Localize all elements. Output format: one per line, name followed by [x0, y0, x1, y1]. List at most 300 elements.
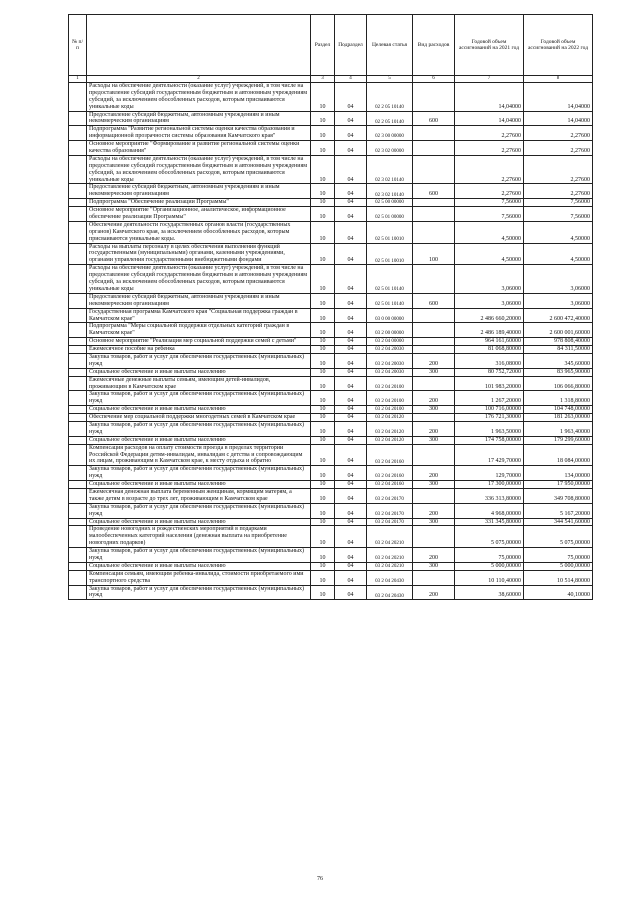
row-section-cell: 10 [311, 199, 335, 207]
row-name-cell: Закупка товаров, работ и услуг для обеспечения государственных (муниципальных) нужд [87, 421, 311, 436]
row-subsection-cell: 04 [335, 585, 367, 600]
row-name-cell: Ежемесячные денежные выплаты семьям, имеющим детей-инвалидов, проживающим в Камчатском крае [87, 376, 311, 391]
row-name-cell: Основное мероприятие "Формирование и развитие региональной системы оценки качества образования" [87, 141, 311, 156]
row-num-cell [69, 83, 87, 112]
table-row [69, 111, 593, 126]
row-name-cell: Расходы на обеспечение деятельности (оказание услуг) учреждений, в том числе на предоставление субсидий государственным бюджетным и автономным учреждениям субсидий, за исключением обособленных расходов, которым присваиваются уникальные коды [87, 155, 311, 184]
row-name-cell: Социальное обеспечение и иные выплаты населению [87, 518, 311, 526]
row-subsection-cell: 04 [335, 323, 367, 338]
row-section-cell: 10 [311, 265, 335, 294]
row-amount-2021-cell: 38,60000 [455, 585, 524, 600]
row-type-cell: 300 [413, 406, 455, 414]
row-subsection-cell: 04 [335, 141, 367, 156]
row-amount-2022-cell: 2 600 001,60000 [524, 323, 593, 338]
table-row [69, 376, 593, 391]
row-article-cell: 03 2 04 20030 [367, 353, 413, 368]
row-name-cell: Социальное обеспечение и иные выплаты населению [87, 406, 311, 414]
row-type-cell: 300 [413, 518, 455, 526]
row-amount-2021-cell: 5 075,00000 [455, 526, 524, 548]
row-amount-2022-cell: 40,10000 [524, 585, 593, 600]
row-num-cell [69, 518, 87, 526]
row-num-cell [69, 421, 87, 436]
table-row [69, 353, 593, 368]
row-name-cell: Компенсация семьям, имеющим ребенка-инвалида, стоимости приобретаемого ими транспортного средства [87, 570, 311, 585]
row-section-cell: 10 [311, 391, 335, 406]
row-num-cell [69, 436, 87, 444]
table-row [69, 570, 593, 585]
row-article-cell: 03 2 04 20120 [367, 436, 413, 444]
row-num-cell [69, 243, 87, 265]
row-name-cell: Обеспечение деятельности государственных органов власти (государственных органов) Камчатского края, за исключением обособленных расходов, которым присваиваются уникальные коды. [87, 221, 311, 243]
table-row [69, 243, 593, 265]
row-section-cell: 10 [311, 155, 335, 184]
row-num-cell [69, 444, 87, 466]
row-name-cell: Ежемесячная денежная выплата беременным женщинам, кормящим матерям, а также детям в возрасте до трех лет, проживающим в Камчатском крае [87, 488, 311, 503]
row-amount-2021-cell: 75,00000 [455, 548, 524, 563]
row-amount-2022-cell: 106 066,80000 [524, 376, 593, 391]
row-section-cell: 10 [311, 83, 335, 112]
row-article-cell: 03 2 04 20160 [367, 466, 413, 481]
row-name-cell: Основное мероприятие "Организационное, аналитическое, информационное обеспечение реализации Программы" [87, 207, 311, 222]
row-amount-2021-cell: 10 110,40000 [455, 570, 524, 585]
row-section-cell: 10 [311, 346, 335, 354]
row-type-cell [413, 414, 455, 422]
row-amount-2022-cell: 18 084,00000 [524, 444, 593, 466]
row-num-cell [69, 293, 87, 308]
row-section-cell: 10 [311, 111, 335, 126]
row-amount-2022-cell: 4,50000 [524, 243, 593, 265]
row-amount-2021-cell: 5 000,00000 [455, 562, 524, 570]
row-num-cell [69, 548, 87, 563]
row-num-cell [69, 353, 87, 368]
row-type-cell: 300 [413, 562, 455, 570]
row-amount-2021-cell: 7,56000 [455, 207, 524, 222]
row-type-cell: 600 [413, 111, 455, 126]
row-amount-2021-cell: 1 963,50000 [455, 421, 524, 436]
row-name-cell: Закупка товаров, работ и услуг для обеспечения государственных (муниципальных) нужд [87, 548, 311, 563]
row-section-cell: 10 [311, 243, 335, 265]
row-amount-2022-cell: 2 600 472,40000 [524, 308, 593, 323]
row-amount-2021-cell: 100 716,00000 [455, 406, 524, 414]
row-amount-2021-cell: 174 758,00000 [455, 436, 524, 444]
row-amount-2021-cell: 14,04000 [455, 111, 524, 126]
row-article-cell: 02 3 02 10140 [367, 155, 413, 184]
row-subsection-cell: 04 [335, 155, 367, 184]
row-article-cell: 03 0 00 00000 [367, 308, 413, 323]
row-num-cell [69, 376, 87, 391]
row-amount-2021-cell: 964 161,60000 [455, 338, 524, 346]
table-row [69, 308, 593, 323]
row-type-cell [413, 308, 455, 323]
row-article-cell: 03 2 04 20160 [367, 444, 413, 466]
row-section-cell: 10 [311, 184, 335, 199]
row-amount-2022-cell: 14,04000 [524, 111, 593, 126]
row-amount-2022-cell: 5 075,00000 [524, 526, 593, 548]
row-article-cell: 03 2 04 20100 [367, 391, 413, 406]
row-name-cell: Социальное обеспечение и иные выплаты населению [87, 481, 311, 489]
row-subsection-cell: 04 [335, 83, 367, 112]
row-amount-2022-cell: 2,27600 [524, 155, 593, 184]
row-name-cell: Государственная программа Камчатского края "Социальная поддержка граждан в Камчатском крае" [87, 308, 311, 323]
row-amount-2022-cell: 345,60000 [524, 353, 593, 368]
table-row [69, 518, 593, 526]
header-volume-2021: Годовой объем ассигнований на 2021 год [455, 15, 524, 76]
row-num-cell [69, 406, 87, 414]
row-article-cell: 03 2 04 00000 [367, 338, 413, 346]
row-section-cell: 10 [311, 518, 335, 526]
row-amount-2021-cell: 2,27600 [455, 141, 524, 156]
table-row [69, 421, 593, 436]
row-article-cell: 03 2 04 20100 [367, 406, 413, 414]
row-amount-2022-cell: 10 514,80000 [524, 570, 593, 585]
column-number: 6 [413, 76, 455, 83]
row-num-cell [69, 570, 87, 585]
row-article-cell: 02 3 02 10140 [367, 184, 413, 199]
row-num-cell [69, 391, 87, 406]
row-amount-2022-cell: 83 965,90000 [524, 368, 593, 376]
row-type-cell [413, 83, 455, 112]
row-amount-2021-cell: 2,27600 [455, 126, 524, 141]
row-amount-2021-cell: 2 486 189,40000 [455, 323, 524, 338]
row-num-cell [69, 199, 87, 207]
table-row [69, 184, 593, 199]
row-name-cell: Предоставление субсидий бюджетным, автономным учреждениям и иным некоммерческим организациям [87, 184, 311, 199]
row-amount-2021-cell: 3,06000 [455, 293, 524, 308]
row-subsection-cell: 04 [335, 436, 367, 444]
table-row [69, 414, 593, 422]
header-section: Раздел [311, 15, 335, 76]
row-name-cell: Обеспечение мер социальной поддержки многодетных семей в Камчатском крае [87, 414, 311, 422]
row-name-cell: Закупка товаров, работ и услуг для обеспечения государственных (муниципальных) нужд [87, 585, 311, 600]
row-subsection-cell: 04 [335, 414, 367, 422]
row-amount-2022-cell: 1 963,40000 [524, 421, 593, 436]
row-section-cell: 10 [311, 421, 335, 436]
row-article-cell: 02 5 01 10010 [367, 221, 413, 243]
page-number: 76 [317, 876, 323, 882]
row-amount-2022-cell: 104 748,00000 [524, 406, 593, 414]
row-name-cell: Подпрограмма "Развитие региональной системы оценки качества образования и информационной прозрачности системы образования Камчатского края" [87, 126, 311, 141]
row-article-cell: 03 2 04 20030 [367, 346, 413, 354]
row-type-cell: 200 [413, 391, 455, 406]
row-type-cell [413, 444, 455, 466]
table-row [69, 83, 593, 112]
row-article-cell: 03 2 04 20170 [367, 503, 413, 518]
row-num-cell [69, 368, 87, 376]
row-type-cell [413, 207, 455, 222]
row-name-cell: Предоставление субсидий бюджетным, автономным учреждениям и иным некоммерческим организациям [87, 111, 311, 126]
row-section-cell: 10 [311, 308, 335, 323]
row-type-cell: 200 [413, 353, 455, 368]
row-num-cell [69, 346, 87, 354]
row-subsection-cell: 04 [335, 570, 367, 585]
row-subsection-cell: 04 [335, 368, 367, 376]
column-number: 5 [367, 76, 413, 83]
table-row [69, 199, 593, 207]
row-type-cell [413, 570, 455, 585]
column-number: 1 [69, 76, 87, 83]
column-number-row [69, 76, 593, 83]
row-name-cell: Социальное обеспечение и иные выплаты населению [87, 368, 311, 376]
row-subsection-cell: 04 [335, 353, 367, 368]
column-number: 3 [311, 76, 335, 83]
table-row [69, 481, 593, 489]
table-row [69, 221, 593, 243]
row-num-cell [69, 184, 87, 199]
row-section-cell: 10 [311, 548, 335, 563]
table-row [69, 391, 593, 406]
row-num-cell [69, 526, 87, 548]
row-section-cell: 10 [311, 353, 335, 368]
row-subsection-cell: 04 [335, 207, 367, 222]
row-num-cell [69, 111, 87, 126]
row-article-cell: 02 5 00 00000 [367, 199, 413, 207]
row-amount-2021-cell: 336 313,80000 [455, 488, 524, 503]
row-name-cell: Закупка товаров, работ и услуг для обеспечения государственных (муниципальных) нужд [87, 391, 311, 406]
row-section-cell: 10 [311, 488, 335, 503]
row-amount-2021-cell: 17 429,70000 [455, 444, 524, 466]
column-number: 4 [335, 76, 367, 83]
row-subsection-cell: 04 [335, 562, 367, 570]
row-amount-2021-cell: 7,56000 [455, 199, 524, 207]
row-type-cell: 600 [413, 184, 455, 199]
row-section-cell: 10 [311, 376, 335, 391]
row-subsection-cell: 04 [335, 199, 367, 207]
row-name-cell: Закупка товаров, работ и услуг для обеспечения государственных (муниципальных) нужд [87, 503, 311, 518]
row-type-cell: 200 [413, 466, 455, 481]
row-num-cell [69, 503, 87, 518]
row-amount-2022-cell: 179 299,60000 [524, 436, 593, 444]
table-row [69, 503, 593, 518]
row-amount-2022-cell: 134,00000 [524, 466, 593, 481]
row-num-cell [69, 126, 87, 141]
row-amount-2021-cell: 316,08000 [455, 353, 524, 368]
header-name [87, 15, 311, 76]
row-section-cell: 10 [311, 406, 335, 414]
row-section-cell: 10 [311, 481, 335, 489]
row-name-cell: Закупка товаров, работ и услуг для обеспечения государственных (муниципальных) нужд [87, 353, 311, 368]
row-amount-2021-cell: 81 068,80000 [455, 346, 524, 354]
row-amount-2022-cell: 84 311,50000 [524, 346, 593, 354]
row-section-cell: 10 [311, 570, 335, 585]
budget-table [68, 14, 593, 600]
table-row [69, 141, 593, 156]
table-row [69, 548, 593, 563]
row-type-cell [413, 126, 455, 141]
row-article-cell: 03 2 04 20170 [367, 488, 413, 503]
table-row [69, 562, 593, 570]
row-article-cell: 03 2 04 20120 [367, 421, 413, 436]
row-amount-2022-cell: 978 808,40000 [524, 338, 593, 346]
row-section-cell: 10 [311, 444, 335, 466]
row-article-cell: 03 2 04 20430 [367, 585, 413, 600]
row-amount-2021-cell: 17 300,00000 [455, 481, 524, 489]
row-article-cell: 02 2 05 10140 [367, 111, 413, 126]
column-number: 8 [524, 76, 593, 83]
row-amount-2021-cell: 331 345,80000 [455, 518, 524, 526]
row-type-cell: 100 [413, 243, 455, 265]
row-article-cell: 03 2 04 20120 [367, 414, 413, 422]
row-num-cell [69, 488, 87, 503]
column-number: 7 [455, 76, 524, 83]
table-row [69, 488, 593, 503]
row-subsection-cell: 04 [335, 466, 367, 481]
header-num: № п/п [69, 15, 87, 76]
row-type-cell [413, 221, 455, 243]
row-subsection-cell: 04 [335, 221, 367, 243]
table-row [69, 436, 593, 444]
row-amount-2021-cell: 101 983,20000 [455, 376, 524, 391]
row-section-cell: 10 [311, 293, 335, 308]
row-section-cell: 10 [311, 368, 335, 376]
row-subsection-cell: 04 [335, 481, 367, 489]
row-section-cell: 10 [311, 221, 335, 243]
table-row [69, 338, 593, 346]
row-amount-2022-cell: 3,06000 [524, 265, 593, 294]
row-article-cell: 03 2 04 20160 [367, 481, 413, 489]
row-subsection-cell: 04 [335, 406, 367, 414]
row-amount-2022-cell: 344 541,60000 [524, 518, 593, 526]
row-type-cell [413, 265, 455, 294]
row-subsection-cell: 04 [335, 444, 367, 466]
row-amount-2022-cell: 75,00000 [524, 548, 593, 563]
row-subsection-cell: 04 [335, 111, 367, 126]
table-row [69, 585, 593, 600]
row-subsection-cell: 04 [335, 518, 367, 526]
column-number: 2 [87, 76, 311, 83]
table-row [69, 155, 593, 184]
row-subsection-cell: 04 [335, 421, 367, 436]
row-type-cell [413, 338, 455, 346]
row-type-cell [413, 526, 455, 548]
row-num-cell [69, 414, 87, 422]
row-subsection-cell: 04 [335, 184, 367, 199]
row-amount-2021-cell: 4 968,00000 [455, 503, 524, 518]
row-num-cell [69, 221, 87, 243]
table-row [69, 207, 593, 222]
row-amount-2021-cell: 129,70000 [455, 466, 524, 481]
row-amount-2021-cell: 4,50000 [455, 243, 524, 265]
row-name-cell: Закупка товаров, работ и услуг для обеспечения государственных (муниципальных) нужд [87, 466, 311, 481]
row-amount-2021-cell: 2,27600 [455, 184, 524, 199]
table-row [69, 346, 593, 354]
table-row [69, 368, 593, 376]
row-amount-2022-cell: 5 167,20000 [524, 503, 593, 518]
row-section-cell: 10 [311, 323, 335, 338]
row-amount-2021-cell: 176 721,30000 [455, 414, 524, 422]
row-subsection-cell: 04 [335, 293, 367, 308]
row-section-cell: 10 [311, 585, 335, 600]
row-num-cell [69, 308, 87, 323]
row-amount-2022-cell: 4,50000 [524, 221, 593, 243]
row-section-cell: 10 [311, 126, 335, 141]
row-amount-2021-cell: 2 486 660,20000 [455, 308, 524, 323]
header-article: Целевая статья [367, 15, 413, 76]
table-row [69, 323, 593, 338]
row-amount-2021-cell: 4,50000 [455, 221, 524, 243]
row-section-cell: 10 [311, 436, 335, 444]
row-amount-2022-cell: 1 318,80000 [524, 391, 593, 406]
row-amount-2021-cell: 3,06000 [455, 265, 524, 294]
row-article-cell: 02 5 01 10010 [367, 243, 413, 265]
row-amount-2022-cell: 2,27600 [524, 141, 593, 156]
row-num-cell [69, 155, 87, 184]
row-type-cell: 300 [413, 481, 455, 489]
row-name-cell: Социальное обеспечение и иные выплаты населению [87, 436, 311, 444]
row-num-cell [69, 481, 87, 489]
row-article-cell: 02 5 01 00000 [367, 207, 413, 222]
row-subsection-cell: 04 [335, 126, 367, 141]
row-type-cell: 600 [413, 293, 455, 308]
row-subsection-cell: 04 [335, 265, 367, 294]
row-article-cell: 03 2 04 20170 [367, 518, 413, 526]
row-amount-2022-cell: 3,06000 [524, 293, 593, 308]
row-article-cell: 02 2 05 10140 [367, 83, 413, 112]
row-section-cell: 10 [311, 503, 335, 518]
table-header-row [69, 15, 593, 76]
row-subsection-cell: 04 [335, 376, 367, 391]
row-section-cell: 10 [311, 414, 335, 422]
row-num-cell [69, 141, 87, 156]
row-article-cell: 03 2 04 20210 [367, 548, 413, 563]
row-section-cell: 10 [311, 141, 335, 156]
row-article-cell: 03 2 00 00000 [367, 323, 413, 338]
row-num-cell [69, 323, 87, 338]
row-type-cell [413, 199, 455, 207]
table-row [69, 293, 593, 308]
row-amount-2021-cell: 14,04000 [455, 83, 524, 112]
row-type-cell: 300 [413, 368, 455, 376]
header-expense-type: Вид расходов [413, 15, 455, 76]
row-subsection-cell: 04 [335, 503, 367, 518]
row-type-cell [413, 155, 455, 184]
row-name-cell: Подпрограмма "Обеспечение реализации Программы" [87, 199, 311, 207]
row-subsection-cell: 04 [335, 548, 367, 563]
row-name-cell: Подпрограмма "Меры социальной поддержки отдельных категорий граждан в Камчатском крае" [87, 323, 311, 338]
row-amount-2022-cell: 349 708,80000 [524, 488, 593, 503]
row-amount-2022-cell: 7,56000 [524, 207, 593, 222]
row-name-cell: Предоставление субсидий бюджетным, автономным учреждениям и иным некоммерческим организациям [87, 293, 311, 308]
row-name-cell: Расходы на обеспечение деятельности (оказание услуг) учреждений, в том числе на предоставление субсидий государственным бюджетным и автономным учреждениям субсидий, за исключением обособленных расходов, которым присваиваются уникальные коды [87, 265, 311, 294]
row-subsection-cell: 04 [335, 338, 367, 346]
row-subsection-cell: 04 [335, 526, 367, 548]
table-body [69, 83, 593, 600]
row-section-cell: 10 [311, 562, 335, 570]
row-subsection-cell: 04 [335, 308, 367, 323]
row-num-cell [69, 562, 87, 570]
row-article-cell: 02 5 01 10140 [367, 293, 413, 308]
row-amount-2022-cell: 17 950,00000 [524, 481, 593, 489]
row-article-cell: 02 3 00 00000 [367, 126, 413, 141]
table-row [69, 526, 593, 548]
row-type-cell: 200 [413, 421, 455, 436]
row-amount-2022-cell: 2,27600 [524, 184, 593, 199]
row-amount-2022-cell: 2,27600 [524, 126, 593, 141]
header-volume-2022: Годовой объем ассигнований на 2022 год [524, 15, 593, 76]
row-section-cell: 10 [311, 466, 335, 481]
row-article-cell: 03 2 04 20210 [367, 526, 413, 548]
row-type-cell [413, 323, 455, 338]
row-type-cell [413, 346, 455, 354]
row-article-cell: 03 2 04 20100 [367, 376, 413, 391]
table-row [69, 265, 593, 294]
row-name-cell: Компенсация расходов на оплату стоимости проезда в пределах территории Российской Федерации детям-инвалидам, инвалидам с детства и сопровождающим их лицам, проживающим в Камчатском крае, к месту отдыха и обратно [87, 444, 311, 466]
row-article-cell: 03 2 04 20030 [367, 368, 413, 376]
row-amount-2022-cell: 181 263,00000 [524, 414, 593, 422]
row-name-cell: Расходы на обеспечение деятельности (оказание услуг) учреждений, в том числе на предоставление субсидий государственным бюджетным и автономным учреждениям субсидий, за исключением обособленных расходов, которым присваиваются уникальные коды [87, 83, 311, 112]
row-section-cell: 10 [311, 526, 335, 548]
row-section-cell: 10 [311, 207, 335, 222]
row-num-cell [69, 466, 87, 481]
